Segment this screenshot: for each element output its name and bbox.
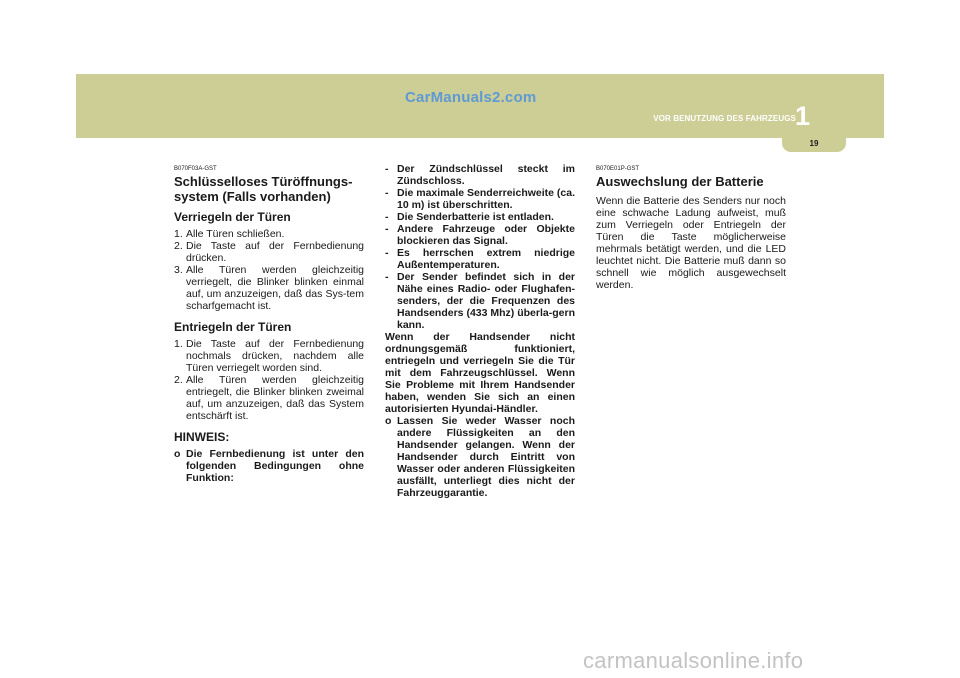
list-text: Lassen Sie weder Wasser noch andere Flüssigkeiten an den Handsender gelangen. Wenn der Handsender durch Eintritt von Wasser oder anderen Flüssigkeiten ausfällt, unterliegt dies nicht der Fahrzeuggarantie.	[397, 415, 575, 499]
list-marker: -	[385, 211, 389, 223]
list-marker: -	[385, 163, 389, 175]
note-items	[174, 448, 364, 484]
warning-items	[385, 415, 575, 499]
malfunction-paragraph: Wenn der Handsender nicht ordnungsgemäß funktioniert, entriegeln und verriegeln Sie die Tür mit dem Fahrzeugschlüssel. Wenn Sie Probleme mit Ihrem Handsender haben, wenden Sie sich an einen autorisierten Hyundai-Händler.	[385, 331, 575, 415]
watermark-top: CarManuals2.com	[405, 89, 537, 106]
header-band	[76, 74, 884, 138]
list-text: Andere Fahrzeuge oder Objekte blockieren das Signal.	[397, 223, 575, 247]
section-title: Schlüsselloses Türöffnungs-system (Falls vorhanden)	[174, 174, 353, 204]
list-text: Alle Türen schließen.	[186, 228, 285, 240]
list-item	[385, 211, 575, 223]
column-battery	[596, 166, 786, 291]
lock-heading: Verriegeln der Türen	[174, 210, 291, 224]
list-item	[385, 415, 575, 499]
watermark-bottom: carmanualsonline.info	[583, 648, 804, 673]
list-item	[174, 240, 364, 264]
unlock-heading: Entriegeln der Türen	[174, 320, 292, 334]
list-text: Der Zündschlüssel steckt im Zündschloss.	[397, 163, 575, 187]
note-heading: HINWEIS:	[174, 430, 230, 444]
list-text: Alle Türen werden gleichzeitig entriegelt, die Blinker blinken zweimal auf, um anzuzeigen, daß das System entschärft ist.	[186, 374, 364, 422]
list-text: Die Fernbedienung ist unter den folgenden Bedingungen ohne Funktion:	[186, 448, 364, 484]
list-marker: -	[385, 247, 389, 259]
list-item	[174, 228, 364, 240]
battery-paragraph: Wenn die Batterie des Senders nur noch eine schwache Ladung aufweist, muß zum Verriegeln oder Entriegeln der Türen die Taste möglicherweise mehrmals betätigt werden, und die LED leuchtet nicht. Die Batterie muß dann so schnell wie möglich ausgewechselt werden.	[596, 195, 786, 291]
list-marker: -	[385, 187, 389, 199]
list-text: Es herrschen extrem niedrige Außentemperaturen.	[397, 247, 575, 271]
list-item	[174, 448, 364, 484]
list-marker: -	[385, 271, 389, 283]
list-item	[385, 247, 575, 271]
list-item	[385, 163, 575, 187]
list-marker: 2.	[174, 374, 183, 386]
chapter-number: 1	[795, 101, 811, 131]
chapter-title: VOR BENUTZUNG DES FAHRZEUGS	[653, 114, 796, 123]
list-text: Die Taste auf der Fernbedienung nochmals drücken, nachdem alle Türen verriegelt worden sind.	[186, 338, 364, 374]
list-item	[385, 271, 575, 331]
column-conditions	[385, 163, 575, 507]
section-title: Auswechslung der Batterie	[596, 174, 764, 189]
list-item	[174, 264, 364, 312]
list-marker: 1.	[174, 228, 183, 240]
list-text: Alle Türen werden gleichzeitig verriegelt, die Blinker blinken einmal auf, um anzuzeigen, daß das Sys-tem scharfgemacht ist.	[186, 264, 364, 312]
list-text: Die maximale Senderreichweite (ca. 10 m) ist überschritten.	[397, 187, 576, 211]
list-marker: 2.	[174, 240, 183, 252]
list-item	[385, 187, 575, 211]
list-marker: o	[385, 415, 392, 427]
section-code: B070E01P-GST	[596, 166, 640, 172]
list-item	[385, 223, 575, 247]
list-marker: 3.	[174, 264, 183, 276]
page-number: 19	[809, 139, 819, 148]
list-marker: 1.	[174, 338, 183, 350]
lock-steps	[174, 228, 364, 312]
list-text: Der Sender befindet sich in der Nähe eines Radio- oder Flughafen-senders, der die Frequenzen des Handsenders (433 Mhz) überla-gern kann.	[397, 271, 575, 331]
list-marker: -	[385, 223, 389, 235]
list-marker: o	[174, 448, 181, 460]
unlock-steps	[174, 338, 364, 422]
list-item	[174, 374, 364, 422]
column-keyless-entry	[174, 166, 364, 492]
condition-list	[385, 163, 575, 331]
list-item	[174, 338, 364, 374]
list-text: Die Taste auf der Fernbedienung drücken.	[186, 240, 364, 264]
list-text: Die Senderbatterie ist entladen.	[397, 211, 554, 223]
section-code: B070F03A-GST	[174, 166, 217, 172]
